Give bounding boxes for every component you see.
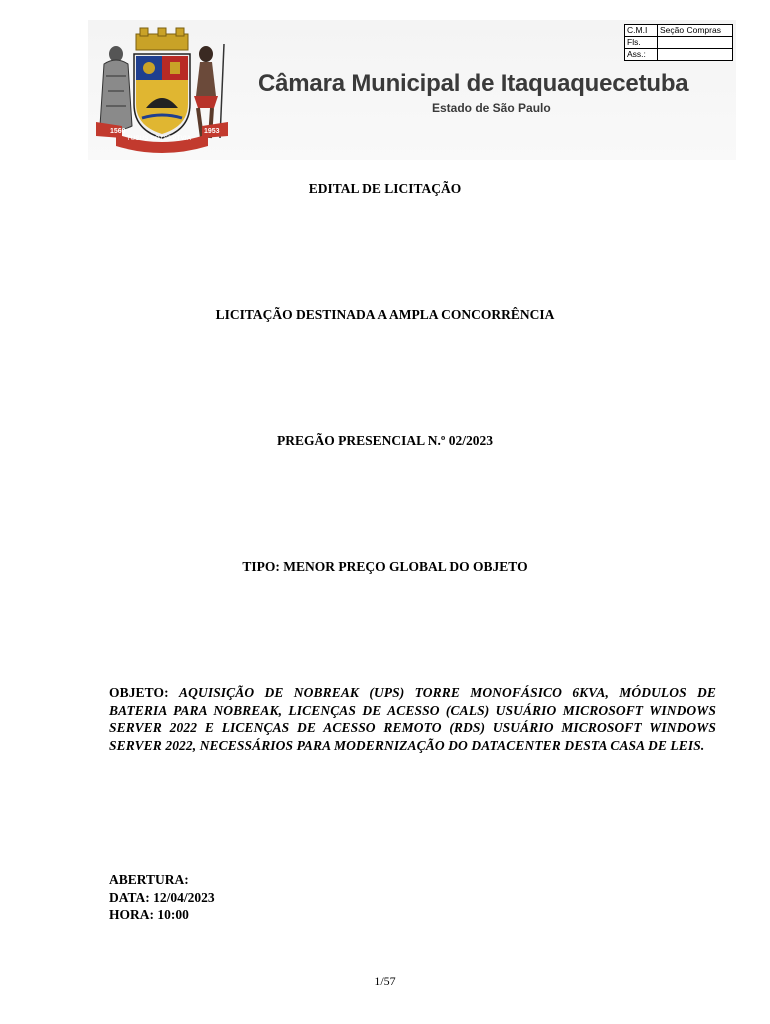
crest-crown [136, 28, 188, 50]
objeto-text: AQUISIÇÃO DE NOBREAK (UPS) TORRE MONOFÁSICO 6KVA, MÓDULOS DE BATERIA PARA NOBREAK, LICENÇAS DE ACESSO (CALS) USUÁRIO MICROSOFT WINDOWS SERVER 2022 E LICENÇAS DE ACESSO REMOTO (RDS) USUÁRIO MICROSOFT WINDOWS SERVER 2022, NECESSÁRIOS PARA MODERNIZAÇÃO DO DATACENTER DESTA CASA DE LEIS. [109, 685, 716, 753]
control-value [658, 37, 733, 49]
objeto-label: OBJETO: [109, 685, 169, 700]
control-label: Fls. [625, 37, 658, 49]
control-value: Seção Compras [658, 25, 733, 37]
abertura-time: HORA: 10:00 [109, 907, 189, 922]
licitacao-line: LICITAÇÃO DESTINADA A AMPLA CONCORRÊNCIA [215, 307, 555, 322]
abertura-label: ABERTURA: [109, 872, 189, 887]
document-title: EDITAL DE LICITAÇÃO [308, 181, 462, 196]
abertura-date: DATA: 12/04/2023 [109, 889, 215, 905]
crest-motto: TUSUS SOTSEPTVIA [126, 136, 192, 142]
control-row [625, 25, 733, 37]
crest-year-right: 1953 [204, 128, 220, 135]
control-label: Ass.: [625, 49, 658, 61]
objeto-paragraph [109, 684, 716, 754]
crest-left-figure [100, 46, 132, 130]
tipo-line: TIPO: MENOR PREÇO GLOBAL DO OBJETO [242, 559, 528, 574]
abertura-block [109, 871, 215, 924]
crest-shield [134, 54, 190, 138]
pregao-line: PREGÃO PRESENCIAL N.º 02/2023 [277, 433, 493, 448]
control-row [625, 37, 733, 49]
control-row [625, 49, 733, 61]
control-value [658, 49, 733, 61]
organization-name: Câmara Municipal de Itaquaquecetuba [258, 70, 689, 97]
page-number: 1/57 [374, 974, 396, 988]
control-label: C.M.I [625, 25, 658, 37]
control-stamp-box [624, 24, 733, 61]
organization-state: Estado de São Paulo [432, 101, 551, 115]
crest-year-left: 1560 [110, 128, 126, 135]
